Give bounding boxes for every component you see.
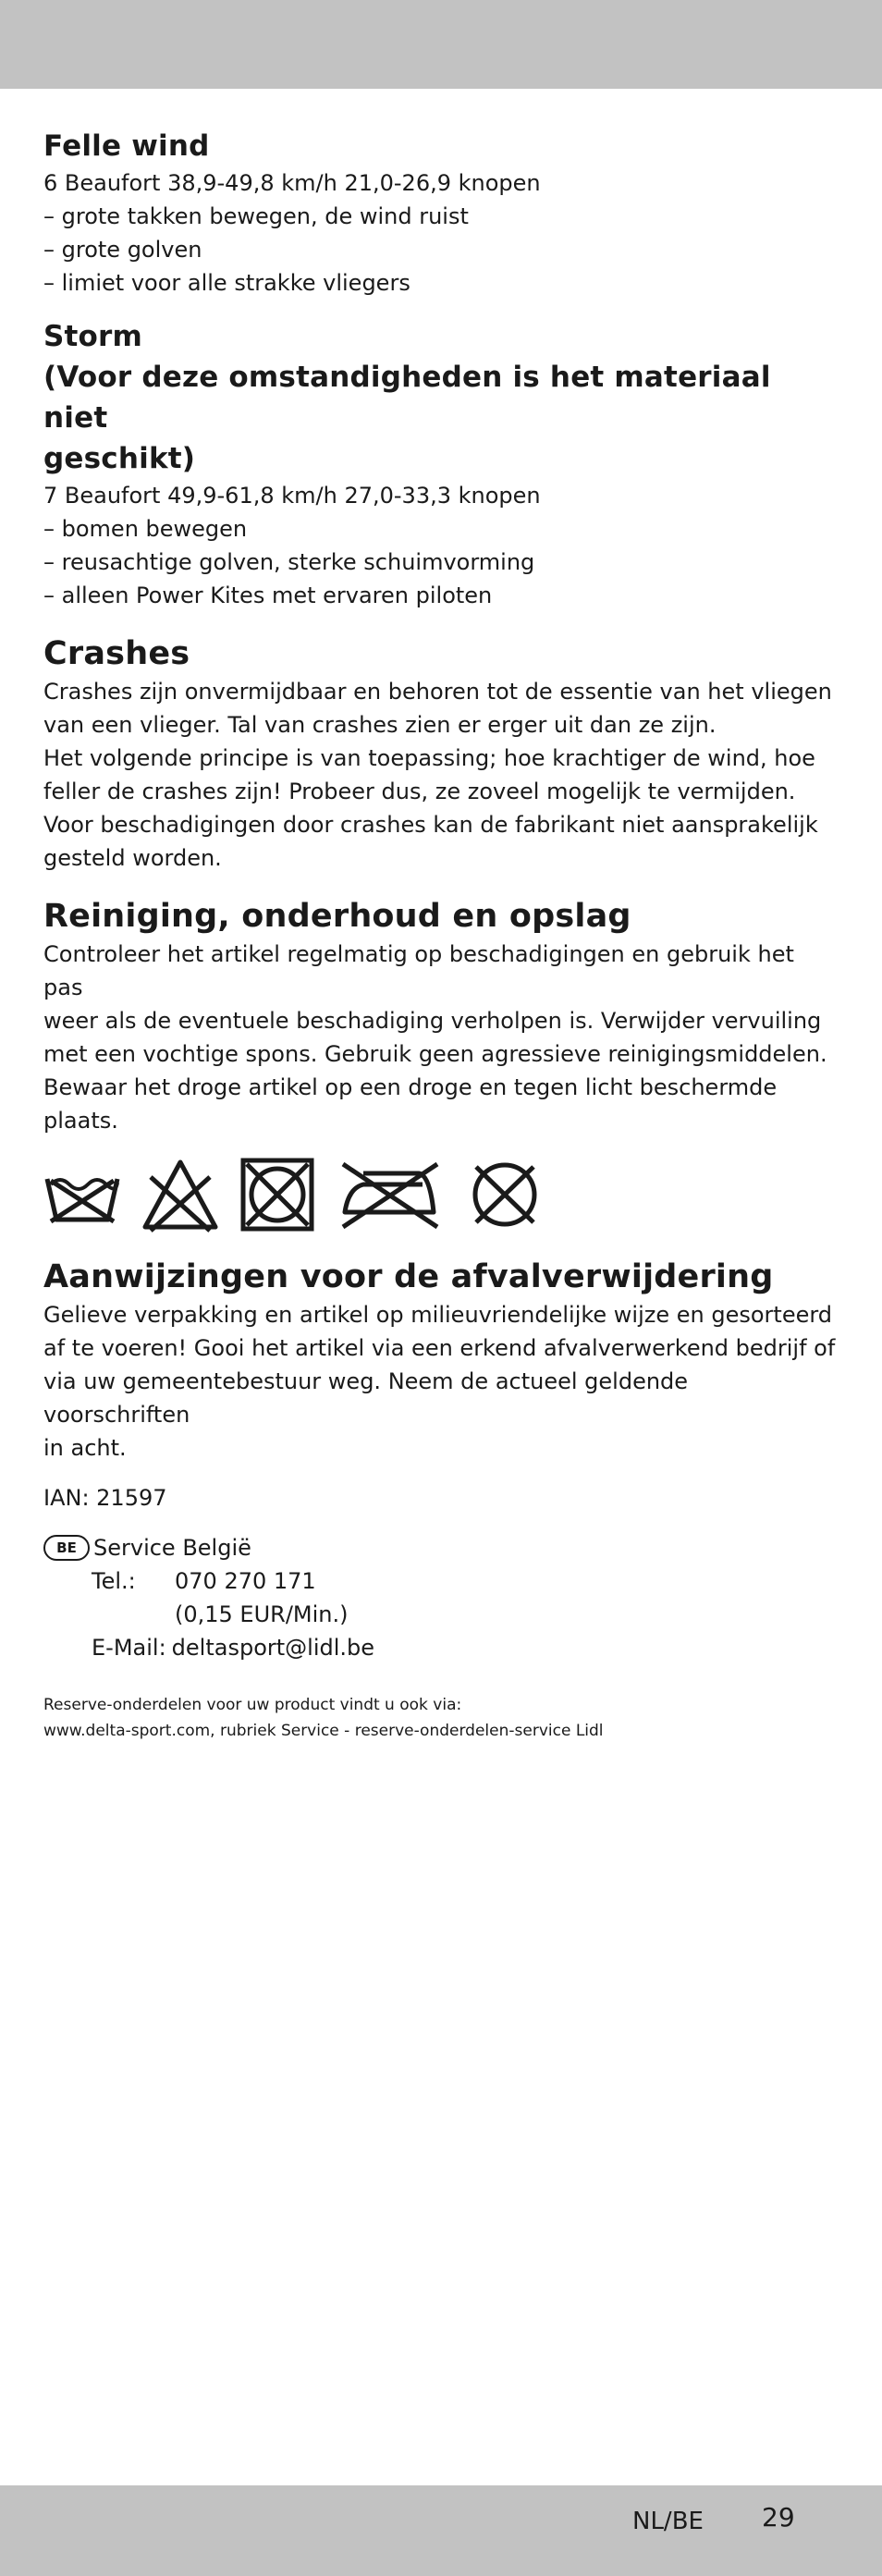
felle-wind-line: – limiet voor alle strakke vliegers	[43, 270, 410, 296]
disposal-line: in acht.	[43, 1435, 127, 1461]
storm-line: 7 Beaufort 49,9-61,8 km/h 27,0-33,3 knopen	[43, 483, 541, 509]
ian-number: IAN: 21597	[43, 1485, 167, 1511]
service-name: Service België	[93, 1535, 251, 1561]
country-badge: BE	[43, 1535, 90, 1561]
service-contact	[92, 1564, 839, 1664]
spare-parts-line: Reserve-onderdelen voor uw product vindt u ook via:	[43, 1696, 462, 1714]
crashes-line: Crashes zijn onvermijdbaar en behoren tot de essentie van het vliegen	[43, 679, 832, 705]
cleaning-line: Controleer het artikel regelmatig op beschadigingen en gebruik het pas	[43, 941, 794, 1000]
no-wash-icon	[43, 1162, 121, 1227]
footer-language: NL/BE	[632, 2508, 704, 2535]
care-symbols	[43, 1152, 839, 1237]
page-number: 29	[762, 2502, 795, 2533]
crashes-line: van een vlieger. Tal van crashes zien er erger uit dan ze zijn.	[43, 712, 717, 738]
page-content	[43, 126, 839, 1744]
cleaning-line: met een vochtige spons. Gebruik geen agressieve reinigingsmiddelen.	[43, 1041, 827, 1067]
spare-parts-line: www.delta-sport.com, rubriek Service - reserve-onderdelen-service Lidl	[43, 1722, 604, 1740]
cleaning-line: weer als de eventuele beschadiging verholpen is. Verwijder vervuiling	[43, 1008, 822, 1034]
felle-wind-line: – grote golven	[43, 237, 202, 263]
tel-rate: (0,15 EUR/Min.)	[175, 1601, 349, 1627]
footer-band	[0, 2485, 882, 2576]
service-heading	[43, 1531, 839, 1564]
no-tumble-dry-icon	[239, 1157, 315, 1233]
storm-line: – alleen Power Kites met ervaren piloten	[43, 583, 493, 608]
disposal-line: via uw gemeentebestuur weg. Neem de actueel geldende voorschriften	[43, 1368, 689, 1428]
storm-line: – reusachtige golven, sterke schuimvorming	[43, 549, 535, 575]
crashes-line: Voor beschadigingen door crashes kan de fabrikant niet aansprakelijk	[43, 812, 818, 838]
disposal-line: Gelieve verpakking en artikel op milieuvriendelijke wijze en gesorteerd	[43, 1302, 833, 1328]
disposal-line: af te voeren! Gooi het artikel via een erkend afvalverwerkend bedrijf of	[43, 1335, 836, 1361]
disposal-heading: Aanwijzingen voor de afvalverwijdering	[43, 1258, 774, 1295]
cleaning-heading: Reiniging, onderhoud en opslag	[43, 898, 631, 935]
crashes-line: gesteld worden.	[43, 845, 222, 871]
tel-label: Tel.:	[92, 1568, 136, 1594]
storm-subheading: geschikt)	[43, 442, 196, 475]
storm-heading: Storm	[43, 320, 143, 353]
storm-subheading: (Voor deze omstandigheden is het materiaal niet	[43, 361, 771, 435]
felle-wind-line: 6 Beaufort 38,9-49,8 km/h 21,0-26,9 knopen	[43, 170, 541, 196]
crashes-heading: Crashes	[43, 635, 190, 672]
felle-wind-line: – grote takken bewegen, de wind ruist	[43, 203, 469, 229]
cleaning-line: Bewaar het droge artikel op een droge en tegen licht beschermde plaats.	[43, 1074, 778, 1134]
spare-parts-note	[43, 1692, 839, 1744]
felle-wind-heading: Felle wind	[43, 129, 210, 163]
email-label: E-Mail:	[92, 1635, 166, 1661]
header-band	[0, 0, 882, 89]
no-dry-clean-icon	[463, 1158, 546, 1232]
email-address: deltasport@lidl.be	[171, 1635, 375, 1661]
no-bleach-icon	[141, 1157, 219, 1233]
crashes-line: feller de crashes zijn! Probeer dus, ze zoveel mogelijk te vermijden.	[43, 779, 796, 804]
storm-line: – bomen bewegen	[43, 516, 248, 542]
tel-number: 070 270 171	[175, 1568, 316, 1594]
no-iron-icon	[336, 1157, 443, 1233]
crashes-line: Het volgende principe is van toepassing; hoe krachtiger de wind, hoe	[43, 745, 815, 771]
